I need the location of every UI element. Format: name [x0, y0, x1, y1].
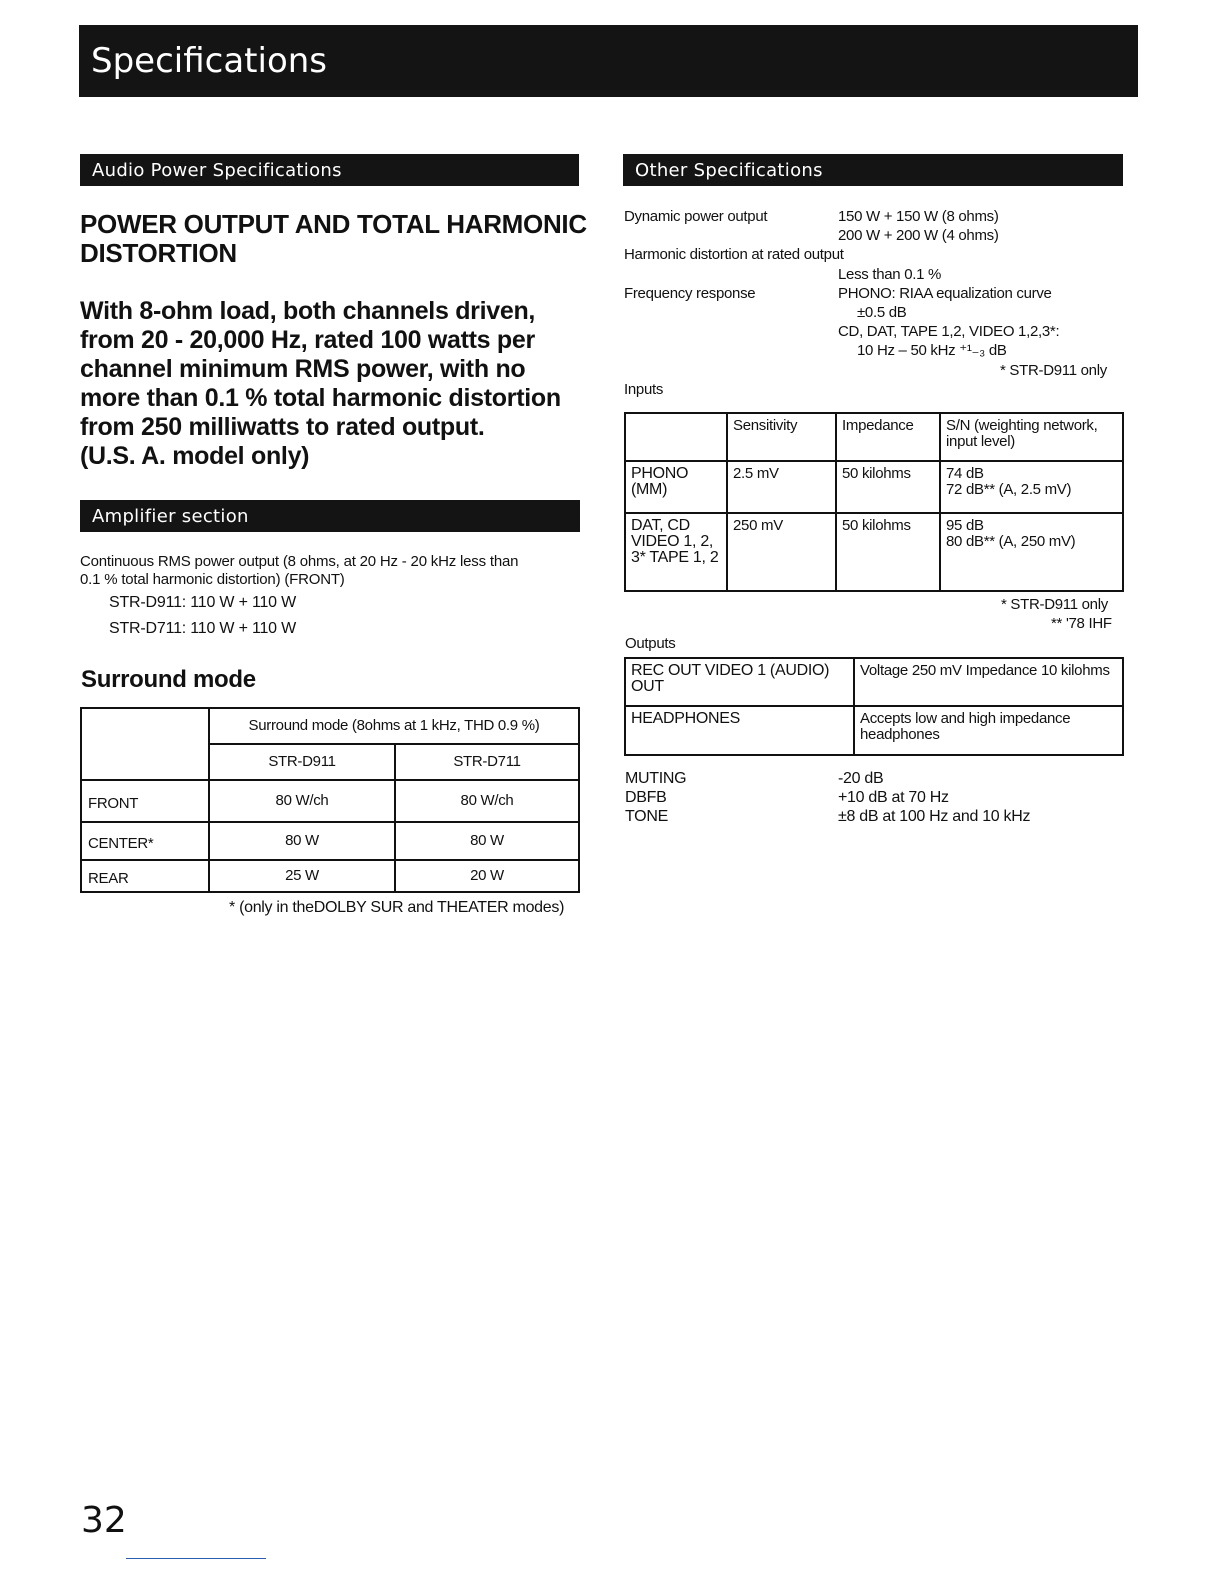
table-row: CENTER* 80 W 80 W — [81, 822, 579, 860]
harmonic-distortion-label: Harmonic distortion at rated output — [624, 246, 844, 263]
page-number: 32 — [81, 1500, 127, 1541]
surround-col-d911: STR-D911 — [209, 744, 395, 780]
surround-table-header: Surround mode (8ohms at 1 kHz, THD 0.9 %) — [209, 708, 579, 744]
inputs-footnote-d911: * STR-D911 only — [1001, 596, 1108, 613]
inputs-label: Inputs — [624, 381, 664, 398]
inputs-col-impedance: Impedance — [836, 413, 940, 461]
inputs-table — [624, 412, 1124, 592]
audio-power-section-header: Audio Power Specifications — [80, 154, 579, 186]
misc-values — [838, 769, 1030, 826]
other-specifications-header: Other Specifications — [623, 154, 1123, 186]
surround-mode-heading: Surround mode — [81, 666, 256, 693]
amplifier-section-header: Amplifier section — [80, 500, 580, 532]
inputs-footnote-ihf: ** '78 IHF — [1051, 615, 1112, 632]
table-row: DAT, CD VIDEO 1, 2, 3* TAPE 1, 2 250 mV 50 kilohms 95 dB 80 dB** (A, 250 mV) — [625, 513, 1123, 591]
misc-labels — [625, 769, 686, 826]
tone-value: ±8 dB at 100 Hz and 10 kHz — [838, 808, 1031, 825]
outputs-label: Outputs — [625, 635, 676, 652]
continuous-power-text: Continuous RMS power output (8 ohms, at 20 Hz - 20 kHz less than 0.1 % total harmonic distortion) (FRONT) — [80, 553, 519, 588]
frequency-footnote: * STR-D911 only — [1000, 362, 1107, 379]
inputs-table-corner — [625, 413, 727, 461]
page-title: Specifications — [79, 25, 1138, 97]
table-row: REAR 25 W 20 W — [81, 860, 579, 892]
table-row: REC OUT VIDEO 1 (AUDIO) OUT Voltage 250 mV Impedance 10 kilohms — [625, 658, 1123, 706]
dynamic-power-values: 150 W + 150 W (8 ohms) 200 W + 200 W (4 ohms) — [838, 208, 999, 244]
frequency-response-label: Frequency response — [624, 285, 756, 302]
muting-label: MUTING — [625, 770, 687, 787]
muting-value: -20 dB — [838, 770, 884, 787]
dbfb-label: DBFB — [625, 789, 667, 806]
outputs-table — [624, 657, 1124, 756]
table-row: HEADPHONES Accepts low and high impedance headphones — [625, 706, 1123, 755]
amp-model-d911: STR-D911: 110 W + 110 W — [109, 594, 297, 611]
surround-col-d711: STR-D711 — [395, 744, 579, 780]
tone-label: TONE — [625, 808, 668, 825]
inputs-col-sensitivity: Sensitivity — [727, 413, 836, 461]
frequency-response-values: PHONO: RIAA equalization curve ±0.5 dB CD, DAT, TAPE 1,2, VIDEO 1,2,3*: 10 Hz – 50 kHz ⁺¹₋₃ dB — [838, 285, 1060, 359]
surround-mode-table — [80, 707, 580, 893]
surround-footnote: * (only in theDOLBY SUR and THEATER modes) — [229, 899, 565, 916]
power-output-heading: POWER OUTPUT AND TOTAL HARMONIC DISTORTION — [80, 209, 587, 268]
table-row: FRONT 80 W/ch 80 W/ch — [81, 780, 579, 822]
amp-model-d711: STR-D711: 110 W + 110 W — [109, 620, 297, 637]
dbfb-value: +10 dB at 70 Hz — [838, 789, 949, 806]
table-row: PHONO (MM) 2.5 mV 50 kilohms 74 dB 72 dB** (A, 2.5 mV) — [625, 461, 1123, 513]
amp-model-list — [109, 590, 296, 642]
harmonic-distortion-value: Less than 0.1 % — [838, 266, 942, 283]
dynamic-power-label: Dynamic power output — [624, 208, 768, 225]
footer-rule — [126, 1558, 266, 1559]
inputs-col-sn: S/N (weighting network, input level) — [940, 413, 1123, 461]
surround-table-corner — [81, 708, 209, 780]
power-rating-statement: With 8-ohm load, both channels driven, from 20 - 20,000 Hz, rated 100 watts per channel minimum RMS power, with no more than 0.1 % total harmonic distortion from 250 milliwatts to rated output. (U.S. A. model only) — [80, 297, 561, 470]
